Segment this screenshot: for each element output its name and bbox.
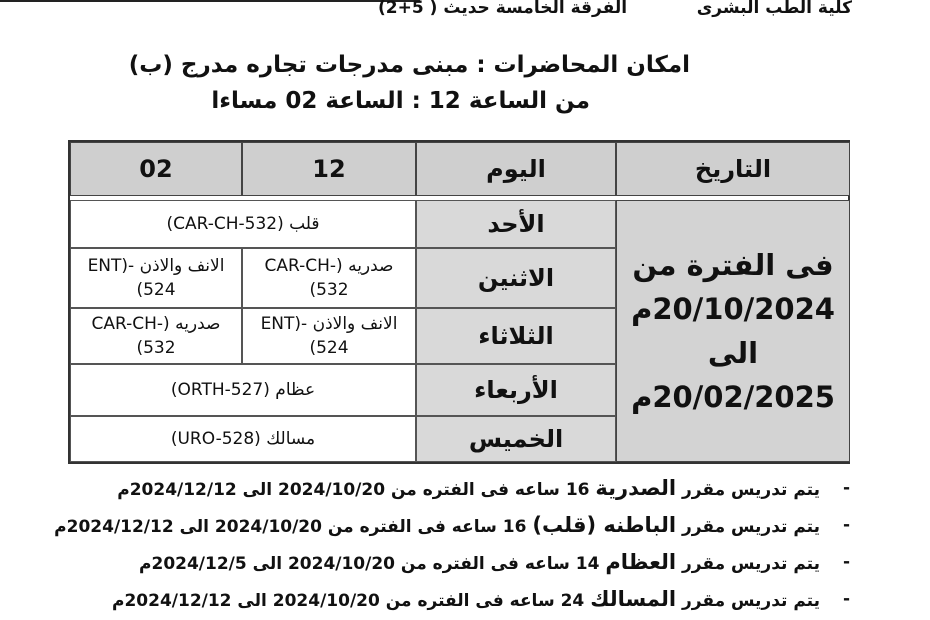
note-item bbox=[110, 581, 850, 618]
period-line-1: فى الفترة من bbox=[632, 248, 834, 282]
course-thursday: مسالك (URO-528) bbox=[70, 416, 416, 462]
course-sunday: قلب (CAR-CH-532) bbox=[70, 200, 416, 248]
note-prefix: يتم تدريس مقرر bbox=[681, 480, 820, 500]
day-monday: الاثنين bbox=[416, 248, 616, 308]
note-prefix: يتم تدريس مقرر bbox=[681, 591, 820, 611]
note-prefix: يتم تدريس مقرر bbox=[681, 554, 820, 574]
year-label: الفرقة الخامسة حديث ( 5+2) bbox=[378, 0, 628, 18]
header-date: التاريخ bbox=[616, 142, 850, 196]
note-detail: 14 ساعه فى الفتره من 2024/10/20 الى 2024/12/5م bbox=[139, 554, 600, 574]
note-dash: - bbox=[842, 552, 850, 572]
header-rule bbox=[0, 0, 420, 2]
course-tuesday-02: صدريه (-CAR-CH 532) bbox=[70, 308, 242, 364]
lecture-time: من الساعة 12 : الساعة 02 مساءا bbox=[211, 88, 590, 114]
course-monday-12: صدريه (-CAR-CH 532) bbox=[242, 248, 416, 308]
course-wednesday: عظام (ORTH-527) bbox=[70, 364, 416, 416]
note-subject: الصدرية bbox=[595, 476, 677, 500]
period-end-date: 20/02/2025م bbox=[631, 380, 835, 414]
course-notes-list bbox=[54, 470, 850, 618]
note-dash: - bbox=[842, 589, 850, 609]
note-subject: المسالك bbox=[590, 587, 677, 611]
header-hour-12: 12 bbox=[242, 142, 416, 196]
note-subject: الباطنه (قلب) bbox=[532, 513, 677, 537]
course-monday-02: الانف والاذن -ENT) 524) bbox=[70, 248, 242, 308]
day-wednesday: الأربعاء bbox=[416, 364, 616, 416]
day-thursday: الخميس bbox=[416, 416, 616, 462]
note-detail: 24 ساعه فى الفتره من 2024/10/20 الى 2024/12/12م bbox=[112, 591, 585, 611]
note-detail: 16 ساعه فى الفتره من 2024/10/20 الى 2024/12/12م bbox=[117, 480, 590, 500]
note-detail: 16 ساعه فى الفتره من 2024/10/20 الى 2024/12/12م bbox=[54, 517, 527, 537]
note-prefix: يتم تدريس مقرر bbox=[681, 517, 820, 537]
note-item bbox=[110, 544, 850, 581]
note-item bbox=[110, 470, 850, 507]
period-start-date: 20/10/2024م bbox=[631, 292, 835, 326]
day-tuesday: الثلاثاء bbox=[416, 308, 616, 364]
header-day: اليوم bbox=[416, 142, 616, 196]
note-item bbox=[54, 507, 850, 544]
lecture-location: امكان المحاضرات : مبنى مدرجات تجاره مدرج (ب) bbox=[128, 52, 690, 78]
period-cell bbox=[616, 200, 850, 462]
course-tuesday-12: الانف والاذن -ENT) 524) bbox=[242, 308, 416, 364]
day-sunday: الأحد bbox=[416, 200, 616, 248]
note-subject: العظام bbox=[605, 550, 677, 574]
schedule-table bbox=[68, 140, 850, 464]
faculty-name: كلية الطب البشرى bbox=[696, 0, 852, 18]
period-line-3: الى bbox=[707, 336, 759, 370]
note-dash: - bbox=[842, 515, 850, 535]
note-dash: - bbox=[842, 478, 850, 498]
header-hour-02: 02 bbox=[70, 142, 242, 196]
